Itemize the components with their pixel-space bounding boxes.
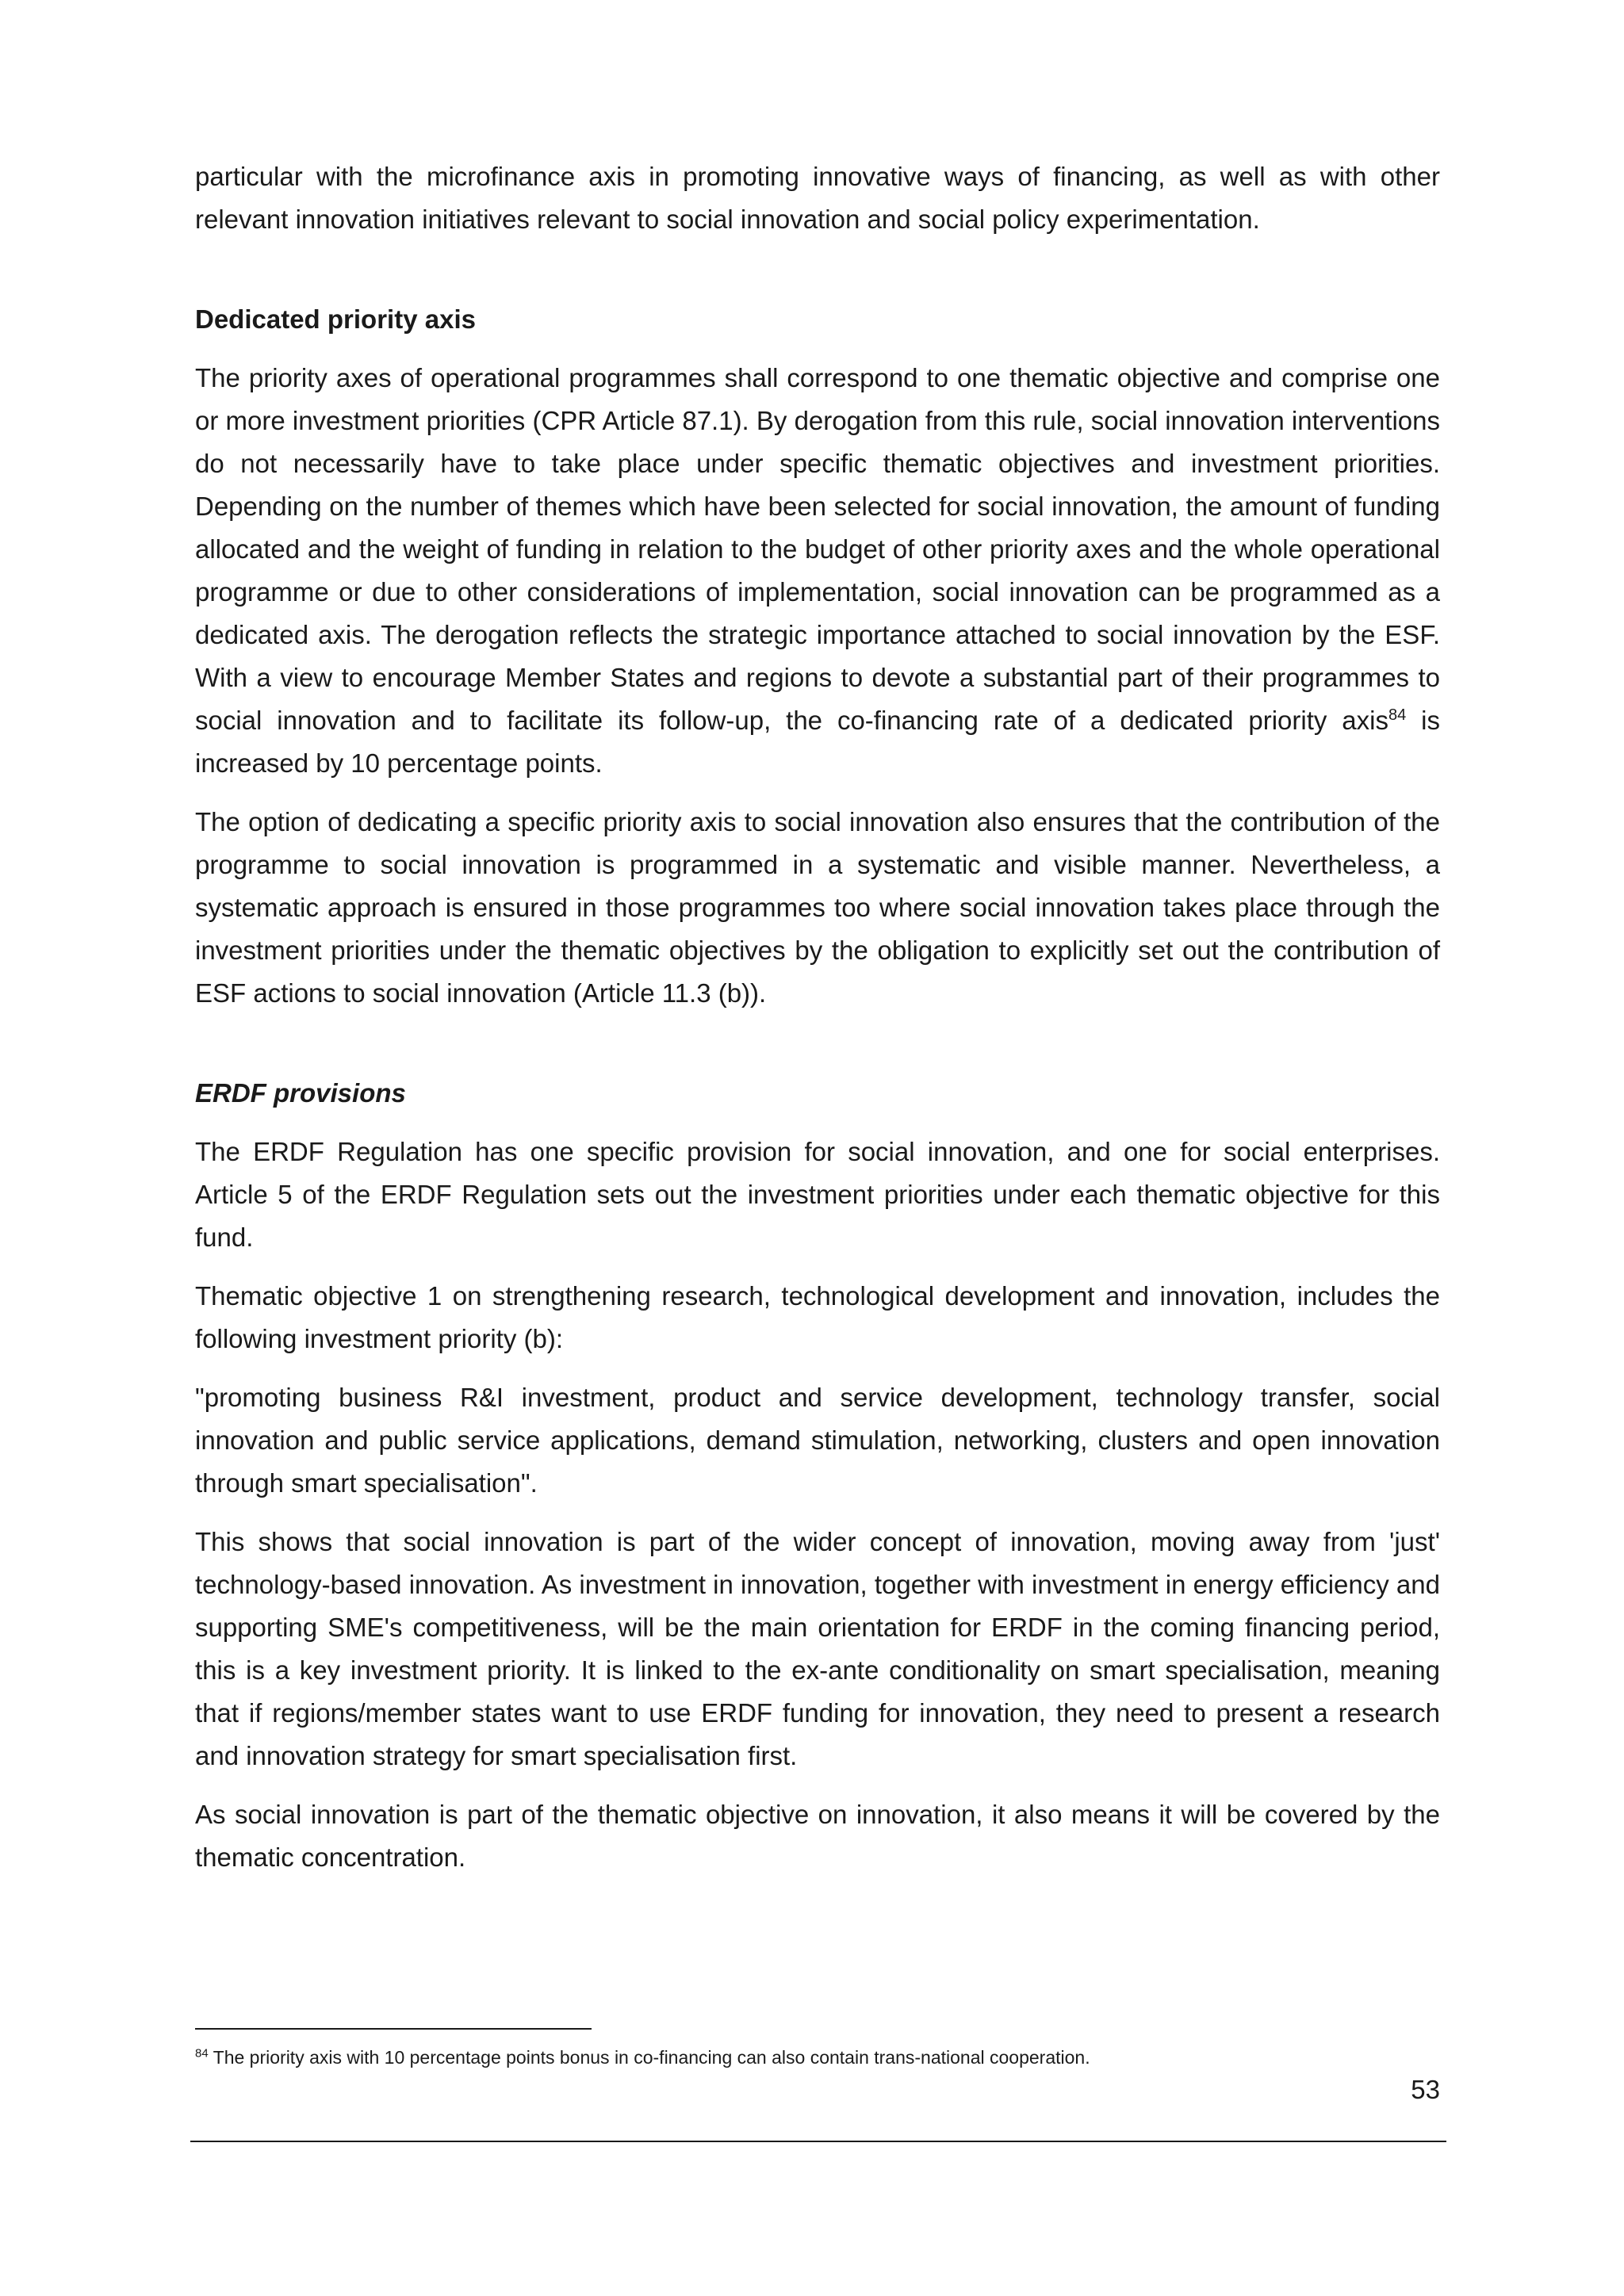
dedicated-paragraph-1 (195, 357, 1440, 785)
dedicated-paragraph-2: The option of dedicating a specific priority axis to social innovation also ensures that the contribution of the programme to social innovation is programmed in a systematic and visible manner. Nevertheless, a systematic approach is ensured in those programmes too where social innovation takes place through the investment priorities under the thematic objectives by the obligation to explicitly set out the contribution of ESF actions to social innovation (Article 11.3 (b)). (195, 807, 1440, 1008)
intro-paragraph: particular with the microfinance axis in promoting innovative ways of financing, as well as with other relevant innovation initiatives relevant to social innovation and social policy experimentation. (195, 162, 1440, 234)
footnote-number: 84 (195, 2046, 209, 2061)
footer-rule (190, 2141, 1446, 2142)
section-heading-dedicated-priority-axis: Dedicated priority axis (195, 304, 476, 334)
erdf-paragraph-1: The ERDF Regulation has one specific provision for social innovation, and one for social enterprises. Article 5 of the ERDF Regulation sets out the investment priorities under each thematic objective for this fund. (195, 1137, 1440, 1252)
document-body (195, 155, 1440, 1879)
dedicated-paragraph-1-text: The priority axes of operational programmes shall correspond to one thematic objective and comprise one or more investment priorities (CPR Article 87.1). By derogation from this rule, social innovation interventions do not necessarily have to take place under specific thematic objectives and investment priorities. Depending on the number of themes which have been selected for social innovation, the amount of funding allocated and the weight of funding in relation to the budget of other priority axes and the whole operational programme or due to other considerations of implementation, social innovation can be programmed as a dedicated axis. The derogation reflects the strategic importance attached to social innovation by the ESF. With a view to encourage Member States and regions to devote a substantial part of their programmes to social innovation and to facilitate its follow-up, the co-financing rate of a dedicated priority axis (195, 363, 1441, 735)
erdf-paragraph-3-quote: "promoting business R&I investment, product and service development, technology transfer, social innovation and public service applications, demand stimulation, networking, clusters and open innovation through smart specialisation". (195, 1383, 1440, 1498)
erdf-paragraph-4: This shows that social innovation is part of the wider concept of innovation, moving away from 'just' technology-based innovation. As investment in innovation, together with investment in energy efficiency and supporting SME's competitiveness, will be the main orientation for ERDF in the coming financing period, this is a key investment priority. It is linked to the ex-ante conditionality on smart specialisation, meaning that if regions/member states want to use ERDF funding for innovation, they need to present a research and innovation strategy for smart specialisation first. (195, 1527, 1440, 1770)
page-number: 53 (1411, 2075, 1440, 2104)
erdf-paragraph-5: As social innovation is part of the thematic objective on innovation, it also means it will be covered by the thematic concentration. (195, 1800, 1440, 1872)
dedicated-paragraph-1-text-end: is increased by 10 percentage points. (195, 706, 1441, 778)
footnote (195, 2044, 1440, 2071)
section-heading-erdf-provisions: ERDF provisions (195, 1078, 406, 1108)
footnote-reference[interactable]: 84 (1388, 706, 1407, 724)
footnote-separator (195, 2028, 592, 2030)
erdf-paragraph-2: Thematic objective 1 on strengthening research, technological development and innovation, includes the following investment priority (b): (195, 1281, 1440, 1353)
footnote-text: The priority axis with 10 percentage points bonus in co-financing can also contain trans-national cooperation. (208, 2047, 1090, 2068)
